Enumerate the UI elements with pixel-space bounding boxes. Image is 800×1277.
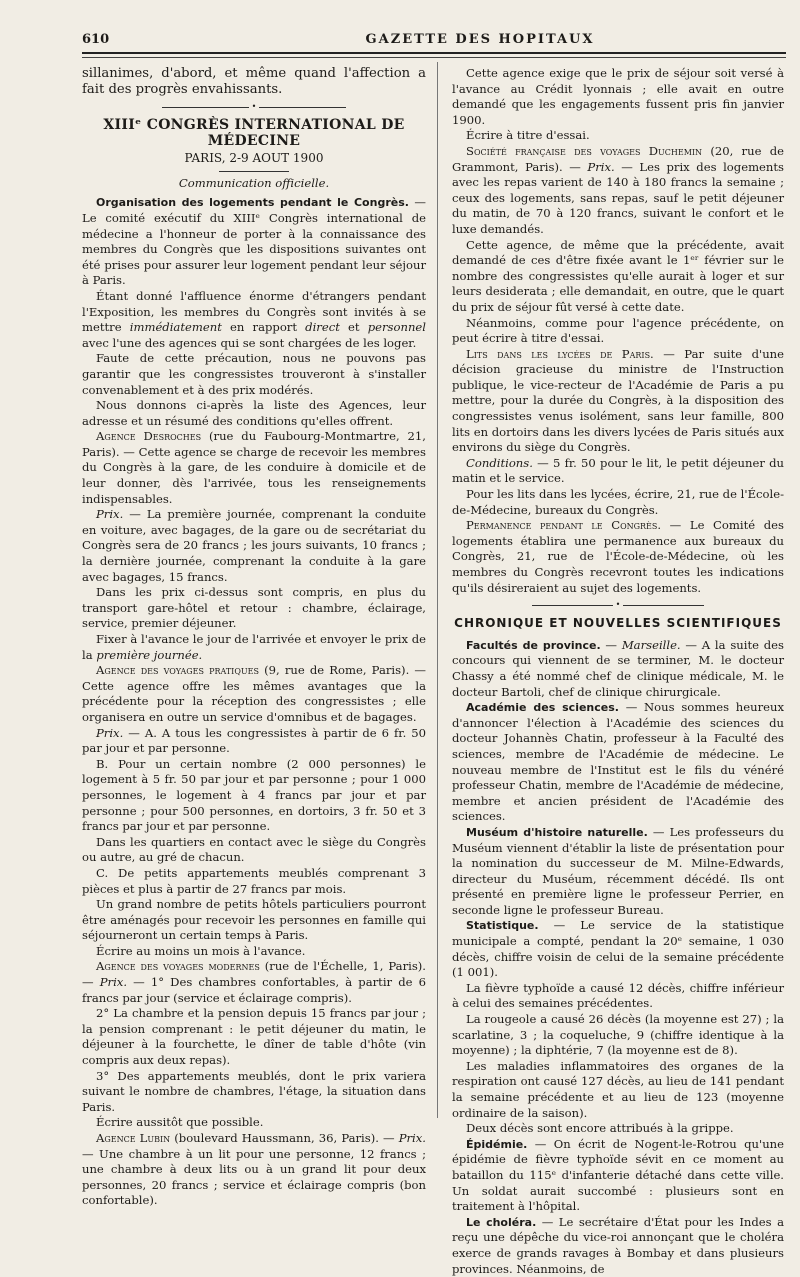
agency-name: Société française des voyages Duchemin [466, 143, 703, 158]
stat-maladies: Les maladies inflammatoires des organes de la respiration ont causé 127 décès, au lieu de 141 pendant la semaine précédente et au lieu de 123 (moyenne ordinaire de la saison). [452, 1058, 784, 1120]
short-rule [219, 171, 289, 172]
stat-typhoide: La fièvre typhoïde a causé 12 décès, chiffre inférieur à celui des semaines précédentes. [452, 980, 784, 1011]
desroches-prix: Prix. — La première journée, comprenant la conduite en voiture, avec bagages, de la gare ou de secrétariat du Congrès sera de 20 francs ; les jours suivants, 10 francs ; la dernière journée, comprenant la conduite à la gare avec bagages, 15 francs. [82, 507, 426, 584]
epidemie-paragraph: Épidémie. — On écrit de Nogent-le-Rotrou qu'une épidémie de fièvre typhoïde sévit en ce moment au bataillon du 115ᵉ d'infanterie détaché dans cette ville. Un soldat aurait succombé : plusieurs sont en traitement à l'hôpital. [452, 1136, 784, 1214]
lits-pour: Pour les lits dans les lycées, écrire, 21, rue de l'École-de-Médecine, bureaux du Congrès. [452, 487, 784, 517]
pratiques-quartiers: Dans les quartiers en contact avec le siège du Congrès ou autre, au gré de chacun. [82, 834, 426, 865]
ornament-rule [452, 600, 784, 610]
agency-name: Agence des voyages pratiques [96, 663, 259, 678]
running-title: GAZETTE DES HOPITAUX [365, 32, 595, 47]
communication-label: Communication officielle. [178, 175, 330, 190]
ecrire-essai: Écrire à titre d'essai. [466, 128, 590, 143]
modernes-ecrire: Écrire aussitôt que possible. [96, 1115, 264, 1130]
desroches-paragraph: Agence Desroches (rue du Faubourg-Montmartre, 21, Paris). — Cette agence se charge de recevoir les membres du Congrès à la gare, de les conduire à domicile et de leur donner, dès l'arrivée, tous les renseignements indispensables. [82, 429, 426, 506]
section-name: Lits dans les lycées de Paris. [466, 346, 654, 361]
pratiques-c: C. De petits appartements meublés comprenant 3 pièces et plus à partir de 27 francs par mois. [82, 865, 426, 896]
agency-name: Agence des voyages modernes [96, 959, 260, 974]
pratiques-grand: Un grand nombre de petits hôtels particuliers pourront être aménagés pour recevoir les personnes en famille qui séjourneront un certain temps à Paris. [82, 897, 426, 943]
page-header [82, 30, 778, 52]
lubin-paragraph: Agence Lubin (boulevard Haussmann, 36, Paris). — Prix. — Une chambre à un lit pour une personne, 12 francs ; une chambre à deux lits ou à un grand lit pour deux personnes, 20 francs ; service et éclairage compris (bon confortable). [82, 1131, 426, 1208]
stat-rougeole: La rougeole a causé 26 décès (la moyenne est 27) ; la scarlatine, 3 ; la coqueluche, 9 (chiffre identique à la moyenne) ; la diphtérie, 7 (la moyenne est de 8). [452, 1012, 784, 1058]
agency-name: Agence Desroches [96, 429, 202, 444]
facultes-paragraph: Facultés de province. — Marseille. — A la suite des concours qui viennent de se terminer, M. le docteur Chassy a été nommé chef de clinique médicale, M. le docteur Bartoli, chef de clinique chirurgicale. [452, 637, 784, 699]
organisation-rubric: Organisation des logements pendant le Congrès. [96, 196, 409, 210]
header-rule [82, 52, 786, 54]
pratiques-paragraph: Agence des voyages pratiques (9, rue de Rome, Paris). — Cette agence offre les mêmes avantages que la précédente pour la réception des congressistes ; elle organisera en outre un service d'omnibus et de bagages. [82, 663, 427, 724]
chronicle-title: CHRONIQUE ET NOUVELLES SCIENTIFIQUES [454, 616, 782, 631]
faute-paragraph: Faute de cette précaution, nous ne pouvons pas garantir que les congressistes trouveront à s'installer convenablement et à des prix modérés. [82, 351, 426, 397]
duchemin-cette: Cette agence, de même que la précédente, avait demandé de ces d'être fixée avant le 1ᵉʳ février sur le nombre des congressistes qu'elle aurait à loger et sur leurs desiderata ; elle demandait, en outre, que le quart du prix de séjour fût versé à cette date. [452, 237, 784, 314]
desroches-fixer: Fixer à l'avance le jour de l'arrivée et envoyer le prix de la première journée. [82, 632, 426, 662]
cette-agence-paragraph: Cette agence exige que le prix de séjour soit versé à l'avance au Crédit lyonnais ; elle avait en outre demandé que les engagements fussent pris fin janvier 1900. [452, 66, 784, 127]
pratiques-ecrire: Écrire au moins un mois à l'avance. [96, 943, 306, 958]
affluence-paragraph: Étant donné l'affluence énorme d'étrangers pendant l'Exposition, les membres du Congrès sont invités à se mettre immédiatement en rapport direct et personnel avec l'une des agences qui se sont chargées de les loger. [82, 288, 426, 350]
duchemin-paragraph: Société française des voyages Duchemin (20, rue de Grammont, Paris). — Prix. — Les prix des logements avec les repas varient de 140 à 180 francs la semaine ; ceux des logements, sans repas, sauf le petit déjeuner du matin, de 70 à 120 francs, suivant le confort et le luxe demandés. [452, 143, 784, 236]
organisation-paragraph: Organisation des logements pendant le Congrès. — Le comité exécutif du XIIIᵉ Congrès international de médecine a l'honneur de porter à la connaissance des membres du Congrès que les dispositions suivantes ont été prises pour assurer leur logement pendant leur séjour à Paris. [82, 195, 426, 288]
donnons-paragraph: Nous donnons ci-après la liste des Agences, leur adresse et un résumé des conditions qu'elles offrent. [82, 398, 426, 428]
ornament: • [249, 103, 259, 110]
lead-paragraph: sillanimes, d'abord, et même quand l'affection a fait des progrès envahissants. [82, 66, 426, 97]
lits-conditions: Conditions. — 5 fr. 50 pour le lit, le petit déjeuner du matin et le service. [452, 455, 784, 486]
ornament: • [613, 601, 623, 608]
right-column [452, 66, 784, 1277]
column-divider [437, 62, 438, 1118]
permanence-paragraph: Permanence pendant le Congrès. — Le Comité des logements établira une permanence aux bureaux du Congrès, 21, rue de l'École-de-Médecine, où les membres du Congrès recevront toutes les indications qu'ils désireraient au sujet des logements. [452, 518, 784, 595]
modernes-2: 2° La chambre et la pension depuis 15 francs par jour ; la pension comprenant : le petit déjeuner du matin, le déjeuner à la fourchette, le dîner de table d'hôte (vin compris aux deux repas). [82, 1006, 426, 1068]
stat-deux: Deux décès sont encore attribués à la grippe. [466, 1121, 734, 1136]
agency-name: Agence Lubin [96, 1131, 171, 1145]
congress-subtitle: PARIS, 2-9 AOUT 1900 [184, 151, 324, 166]
lits-paragraph: Lits dans les lycées de Paris. — Par suite d'une décision gracieuse du ministre de l'Instruction publique, le vice-recteur de l'Académie de Paris a pu mettre, pour la durée du Congrès, à la disposition des congressistes venus isolément, sans leur famille, 800 lits en dortoirs dans les divers lycées de Paris situés aux environs du siège du Congrès. [452, 346, 785, 455]
pratiques-b: B. Pour un certain nombre (2 000 personnes) le logement à 5 fr. 50 par jour et par personne ; pour 1 000 personnes, le logement à 4 francs par jour et par personne ; pour 500 personnes, en dortoirs, 3 fr. 50 et 3 francs par jour et par personne. [82, 756, 426, 834]
duchemin-neanmoins: Néanmoins, comme pour l'agence précédente, on peut écrire à titre d'essai. [452, 315, 784, 346]
left-column [82, 66, 426, 1209]
header-rule-thin [82, 57, 786, 58]
museum-paragraph: Muséum d'histoire naturelle. — Les professeurs du Muséum viennent d'établir la liste de présentation pour la nomination du successeur de M. Milne-Edwards, directeur du Muséum, récemment décédé. Ils ont présenté en première ligne le professeur Perrier, en seconde ligne le professeur Bureau. [452, 824, 784, 917]
page-number: 610 [82, 32, 110, 47]
desroches-dans: Dans les prix ci-dessus sont compris, en plus du transport gare-hôtel et retour : chambre, éclairage, service, premier déjeuner. [82, 585, 426, 631]
pratiques-prix-a: Prix. — A. A tous les congressistes à partir de 6 fr. 50 par jour et par personne. [82, 725, 426, 756]
congress-title: XIIIᵉ CONGRÈS INTERNATIONAL DE MÉDECINE [103, 117, 405, 149]
cholera-paragraph: Le choléra. — Le secrétaire d'État pour les Indes a reçu une dépêche du vice-roi annonçant que le choléra exerce de grands ravages à Bombay et dans plusieurs provinces. Néanmoins, de [452, 1214, 785, 1276]
academie-paragraph: Académie des sciences. — Nous sommes heureux d'annoncer l'élection à l'Académie des sciences du docteur Johannès Chatin, professeur à la Faculté des sciences, membre de l'Académie de médecine. Le nouveau membre de l'Institut est le fils du vénéré professeur Chatin, membre de l'Académie de médecine, membre et ancien président de l'Académie des sciences. [452, 700, 784, 824]
section-name: Permanence pendant le Congrès. [466, 518, 662, 533]
modernes-3: 3° Des appartements meublés, dont le prix variera suivant le nombre de chambres, l'étage, la situation dans Paris. [82, 1068, 426, 1114]
ornament-rule [82, 102, 426, 112]
statistique-paragraph: Statistique. — Le service de la statistique municipale a compté, pendant la 20ᵉ semaine, 1 030 décès, chiffre voisin de celui de la semaine précédente (1 001). [452, 918, 784, 980]
modernes-paragraph: Agence des voyages modernes (rue de l'Échelle, 1, Paris). — Prix. — 1° Des chambres confortables, à partir de 6 francs par jour (service et éclairage compris). [82, 959, 426, 1005]
